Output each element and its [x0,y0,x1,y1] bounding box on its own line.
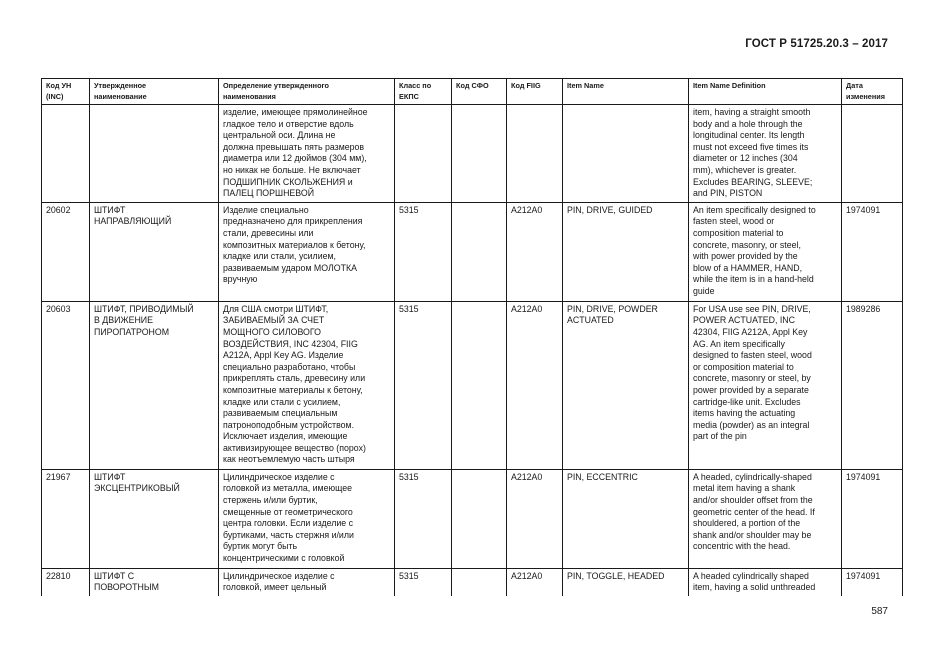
table-row [42,202,903,301]
cell-change-date: 1974091 [842,469,903,568]
cell-item-definition: For USA use see PIN, DRIVE, POWER ACTUATED, INC 42304, FIIG A212A, Appl Key AG. An item specifically designed to fasten steel, wood or composition material to concrete, masonry or steel, by power provided by a separate cartridge-like unit. Excludes items having the actuating media (powder) as an integral part of the pin [689,301,842,469]
nomenclature-table [41,78,903,596]
column-header-item-definition: Item Name Definition [689,79,842,105]
table-header-row [42,79,903,105]
cell-fiig-code: A212A0 [507,202,563,301]
cell-change-date: 1974091 [842,568,903,596]
cell-inc: 21967 [42,469,90,568]
column-header-item-name: Item Name [563,79,689,105]
column-header-inc: Код УН (INC) [42,79,90,105]
cell-inc [42,105,90,203]
page-number: 587 [871,606,888,617]
cell-ekps-class: 5315 [395,301,452,469]
cell-ekps-class: 5315 [395,568,452,596]
cell-sfo-code [452,202,507,301]
cell-fiig-code: A212A0 [507,568,563,596]
cell-item-name: PIN, DRIVE, GUIDED [563,202,689,301]
column-header-approved-name: Утвержденное наименование [90,79,219,105]
cell-item-definition: A headed cylindrically shaped item, having a solid unthreaded [689,568,842,596]
column-header-fiig-code: Код FIIG [507,79,563,105]
cell-item-name: PIN, DRIVE, POWDER ACTUATED [563,301,689,469]
cell-item-name [563,105,689,203]
cell-item-definition: An item specifically designed to fasten steel, wood or composition material to concrete, masonry, or steel, with power provided by the blow of a HAMMER, HAND, while the item is in a hand-held guide [689,202,842,301]
cell-sfo-code [452,568,507,596]
cell-definition: Для США смотри ШТИФТ, ЗАБИВАЕМЫЙ ЗА СЧЕТ МОЩНОГО СИЛОВОГО ВОЗДЕЙСТВИЯ, INC 42304, FIIG A212A, Appl Key AG. Изделие специально разработано, чтобы прикреплять сталь, древесину или композитные материалы к бетону, кладке или стали с усилием, развиваемым специальным патроноподобным устройством. Исключает изделия, имеющие активизирующее вещество (порох) как неотъемлемую часть штыря [219,301,395,469]
cell-item-definition: item, having a straight smooth body and a hole through the longitudinal center. Its length must not exceed five times its diameter or 12 inches (304 mm), whichever is greater. Excludes BEARING, SLEEVE; and PIN, PISTON [689,105,842,203]
column-header-sfo-code: Код СФО [452,79,507,105]
column-header-ekps-class: Класс по ЕКПС [395,79,452,105]
cell-sfo-code [452,469,507,568]
cell-item-definition: A headed, cylindrically-shaped metal item having a shank and/or shoulder offset from the geometric center of the head. If shouldered, a portion of the shank and/or shoulder may be concentric with the head. [689,469,842,568]
table-row [42,568,903,596]
cell-fiig-code [507,105,563,203]
cell-change-date [842,105,903,203]
cell-approved-name: ШТИФТ С ПОВОРОТНЫМ [90,568,219,596]
cell-definition: Изделие специально предназначено для прикрепления стали, древесины или композитных материалов к бетону, кладке или стали, усилием, развиваемым ударом МОЛОТКА вручную [219,202,395,301]
cell-ekps-class: 5315 [395,202,452,301]
document-code: ГОСТ Р 51725.20.3 – 2017 [745,38,888,50]
cell-ekps-class: 5315 [395,469,452,568]
cell-approved-name: ШТИФТ НАПРАВЛЯЮЩИЙ [90,202,219,301]
cell-item-name: PIN, ECCENTRIC [563,469,689,568]
cell-inc: 20602 [42,202,90,301]
table-row [42,469,903,568]
cell-definition: изделие, имеющее прямолинейное гладкое тело и отверстие вдоль центральной оси. Длина не должна превышать пять размеров диаметра или 12 дюймов (304 мм), но никак не больше. Не включает ПОДШИПНИК СКОЛЬЖЕНИЯ и ПАЛЕЦ ПОРШНЕВОЙ [219,105,395,203]
table-row [42,301,903,469]
cell-approved-name [90,105,219,203]
cell-approved-name: ШТИФТ ЭКСЦЕНТРИКОВЫЙ [90,469,219,568]
cell-fiig-code: A212A0 [507,301,563,469]
cell-inc: 20603 [42,301,90,469]
cell-item-name: PIN, TOGGLE, HEADED [563,568,689,596]
cell-change-date: 1989286 [842,301,903,469]
cell-sfo-code [452,301,507,469]
cell-sfo-code [452,105,507,203]
cell-fiig-code: A212A0 [507,469,563,568]
cell-approved-name: ШТИФТ, ПРИВОДИМЫЙ В ДВИЖЕНИЕ ПИРОПАТРОНОМ [90,301,219,469]
cell-ekps-class [395,105,452,203]
table-row [42,105,903,203]
cell-definition: Цилиндрическое изделие с головкой, имеет цельный [219,568,395,596]
column-header-definition: Определение утвержденного наименования [219,79,395,105]
cell-definition: Цилиндрическое изделие с головкой из металла, имеющее стержень и/или буртик, смещенные от геометрического центра головки. Если изделие с буртиками, часть стержня и/или буртик могут быть концентрическими с головкой [219,469,395,568]
column-header-change-date: Дата изменения [842,79,903,105]
cell-change-date: 1974091 [842,202,903,301]
cell-inc: 22810 [42,568,90,596]
